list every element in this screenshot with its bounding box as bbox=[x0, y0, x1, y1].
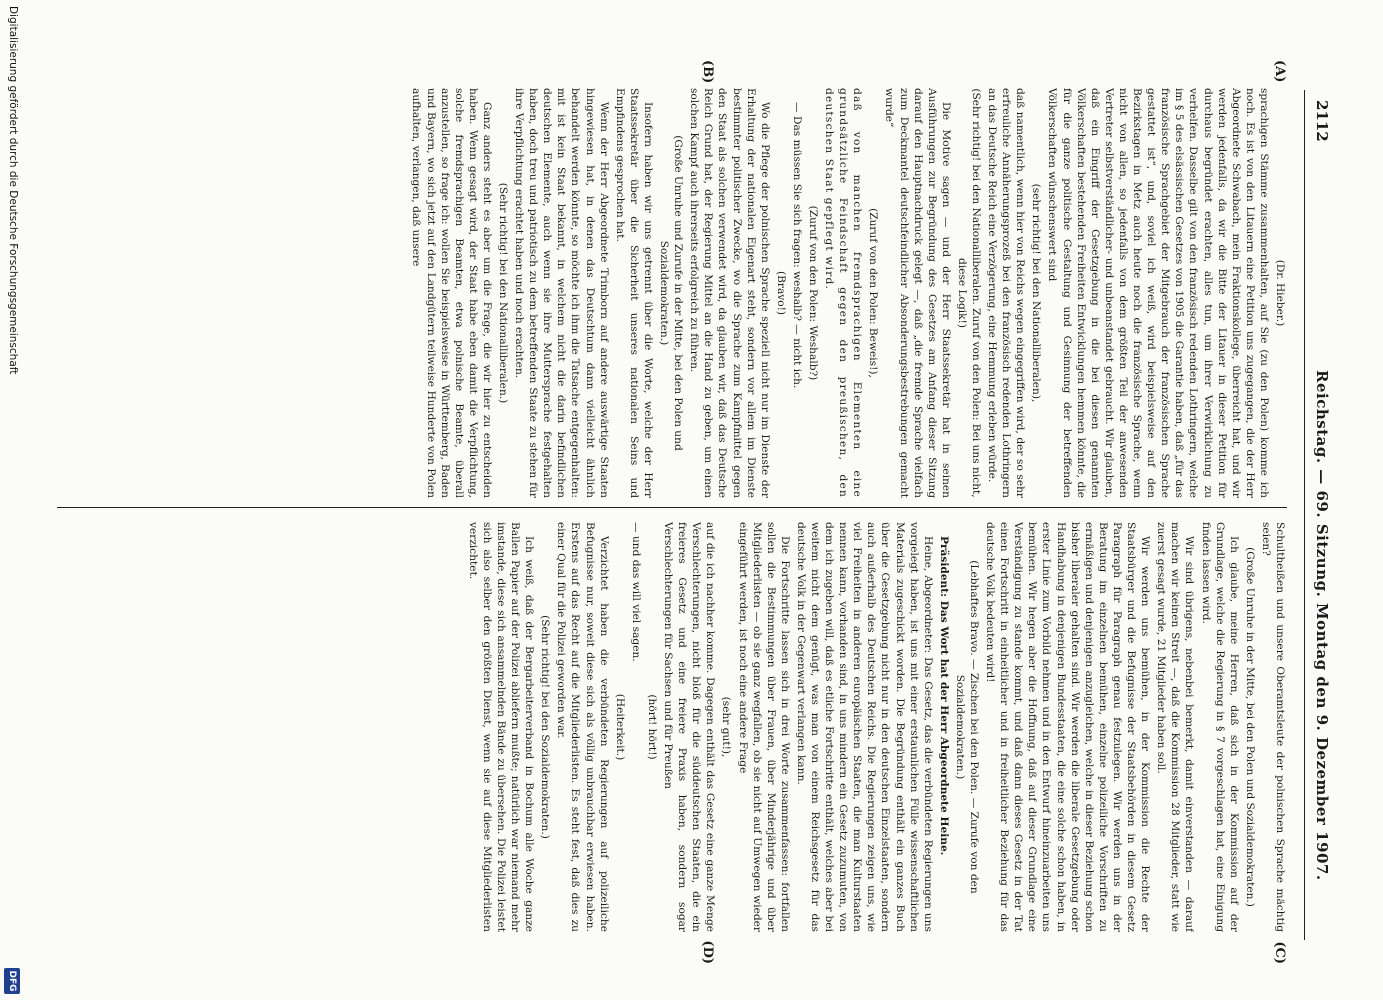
paragraph: Wir werden uns bemühen, in der Kommission die Rechte der Staatsbürger und die Befugnisse der Staatsbehörden in diesem Gesetz Paragraph für Paragraph genau festzulegen. Wir werden uns in der Beratung im einzelnen bemühen, einzelne polizeiliche Vorschriften zu ermäßigen und denjenigen anzugleichen, welche in dieser Beziehung schon bisher liberaler gehalten sind. Wir werden die liberale Gesetzgebung oder Handhabung in denjenigen Bundesstaaten, die eine solche schon haben, in erster Linie zum Vorbild nehmen und in den Entwurf hineinzuarbeiten uns bemühen. Wir hegen aber die Hoffnung, daß auf dieser Grundlage eine Verständigung zu stande kommt, und daß dann dieses Gesetz in der Tat einen Fortschritt in einheitlicher und in freiheitlicher Beziehung für das deutsche Volk bedeuten wird! bbox=[984, 522, 1152, 932]
interjection: (sehr gut!), bbox=[720, 696, 733, 758]
interjection: (Lebhaftes Bravo. — Zischen bei den Polen. — Zurufe von den Sozialdemokraten.) bbox=[953, 560, 981, 894]
paragraph: — und das will viel sagen. bbox=[629, 522, 642, 662]
paragraph: daß namentlich, wenn hier von Reichs wegen eingegriffen wird, der so sehr erfreuliche Annäherungsprozeß bei den französisch redenden Lothringern an das Deutsche Reich eine Verzögerung, eine Hemmung erleben würde. bbox=[986, 88, 1027, 498]
paragraph: Schultheißen und unsere Oberamtsleute der polnischen Sprache mächtig seien? bbox=[1259, 522, 1286, 932]
interjection: (Sehr richtig! bei den Nationalliberalen. Zuruf von den Polen: Bei uns nicht, diese Logik!) bbox=[955, 88, 983, 498]
page-title: Reichstag. — 69. Sitzung. Montag den 9. Dezember 1907. bbox=[1313, 370, 1331, 881]
interjection: (hört! hört!) bbox=[645, 694, 658, 760]
margin-marker-a: (A) bbox=[1272, 60, 1287, 83]
paragraph: — Das müssen Sie sich fragen: weshalb? — nicht ich. bbox=[790, 102, 803, 389]
interjection: (Zuruf von den Polen: Beweis!), bbox=[867, 208, 880, 378]
speaker-tag: (Dr. Hieber.) bbox=[1274, 259, 1286, 327]
margin-marker-b: (B) bbox=[700, 60, 715, 84]
right-column bbox=[47, 522, 1287, 932]
interjection: (Bravo!) bbox=[774, 270, 787, 316]
page-header bbox=[1305, 0, 1335, 1000]
paragraph: Wir sind übrigens, nebenbei bemerkt, damit einverstanden — darauf machen wir keinen Streit —, daß die Kommission 28 Mitglieder, statt wie zuerst gesagt wurde, 21 Mitglieder haben soll. bbox=[1155, 522, 1196, 932]
paragraph: Die Motive sagen — und der Herr Staatssekretär hat in seinen Ausführungen zur Begründung des Gesetzes am Anfang dieser Sitzung darauf den Hauptnachdruck gelegt —, daß „die fremde Sprache vielfach zum Deckmantel deutschfeindlicher Absonderungsbestrebungen gemacht wurde“ bbox=[883, 88, 952, 498]
interjection: (Sehr richtig! bei den Sozialdemokraten.) bbox=[539, 615, 552, 839]
paragraph: Ganz anders steht es aber um die Frage, die wir hier zu entscheiden haben. Wenn gesagt wird, der Staat habe eben damit die Verpflichtung, solche fremdsprachigen Beamten, etwa polnische Beamte, überall anzustellen, so frage ich: wollen Sie beispielsweise in Württemberg, Baden und Bayern, wo sich jetzt auf den Landgütern teilweise Hunderte von Polen aufhalten, verlangen, daß unsere bbox=[410, 88, 493, 498]
paragraph: Ich weiß, daß der Bergarbeiterverband in Bochum alle Woche ganze Ballen Papier auf der Polizei abliefern mußte; natürlich war niemand mehr imstande, diese sich ansammelnden Bände zu übersehen. Die Polizei leistet sich also selber den größten Dienst, wenn sie auf diese Mitgliederlisten verzichtet. bbox=[466, 522, 536, 932]
paragraph: sprachigen Stämme zusammenhalten, auf Sie (zu den Polen) komme ich noch. Es ist von den Litauern eine Petition uns zugegangen, die der Herr Abgeordnete Schwabach, mein Fraktionskollege, überreicht hat, und wir werden jedenfalls, da wir die Bitte der Litauer in dieser Petition für durchaus begründet erachten, alles tun, um ihrer Verwirklichung zu verhelfen. Dasselbe gilt von den französisch redenden Lothringern, welche im § 5 des elsässischen Gesetzes von 1905 die Garantie haben, daß „für das französische Sprachgebiet der Mitgebrauch der französischen Sprache gestattet ist“, und, soviel ich weiß, wird beispielsweise auf den Bezirkstagen in Metz auch heute noch die französische Sprache, wenn nicht von allen, so jedenfalls von dem größten Teil der anwesenden Vertreter selbstverständlicher- und unbeanstandet gebraucht. Wir glauben, daß ein Eingriff der Gesetzgebung in die bei diesen genannten Völkerschaften bestehenden Freiheiten Entwicklungen hemmen könnte, die für die ganze politische Gestaltung und Gesinnung der betreffenden Völkerschaften wünschenswert sind bbox=[1046, 88, 1270, 498]
paragraph: daß von manchen fremdsprachigen Elementen eine grundsätzliche Feindschaft gegen den preußischen, den deutschen Staat gepflegt wird. bbox=[823, 88, 864, 498]
interjection: (sehr richtig! bei den Nationalliberalen), bbox=[1030, 183, 1043, 403]
credit-text: Digitalisierung gefördert durch die Deutsche Forschungsgemeinschaft bbox=[7, 6, 19, 375]
interjection: (Große Unruhe in der Mitte, bei den Polen und Sozialdemokraten.) bbox=[1243, 547, 1256, 907]
column-divider bbox=[57, 507, 1287, 508]
paragraph: Insofern haben wir uns getrennt über die Worte, welche der Herr Staatssekretär über die Sicherheit unseres nationalen Seins und Empfindens gesprochen hat. bbox=[613, 88, 654, 498]
dfg-logo: DFG bbox=[4, 968, 20, 994]
interjection: (Sehr richtig! bei den Nationalliberalen.) bbox=[497, 182, 510, 404]
interjection: (Zuruf von den Polen: Weshalb?) bbox=[807, 205, 819, 381]
digitization-credit bbox=[0, 0, 22, 1000]
paragraph: Wenn der Herr Abgeordnete Trimborn auf andere auswärtige Staaten hingewiesen hat, in denen das Deutschtum dann vielleicht ähnlich behandelt werden könnte, so möchte ich ihm die Tatsache entgegenhalten: mit ist kein Staat bekannt, in welchem nicht die darin befindlichen deutschen Elemente, auch wenn sie ihre Muttersprache festgehalten haben, doch treu und patriotisch zu dem betreffenden Staate zu stehen für ihre Verpflichtung erachtet haben und noch erachten. bbox=[513, 88, 610, 498]
paragraph: Ich glaube, meine Herren, daß sich in der Kommission auf der Grundlage, welche die Regierung in § 7 vorgeschlagen hat, eine Einigung finden lassen wird. bbox=[1199, 522, 1240, 932]
paragraph: Verzichtet haben die verbündeten Regierungen auf polizeiliche Befugnisse nur, soweit diese sich als völlig unbrauchbar erwiesen haben. Erstens auf das Recht auf die Mitgliederlisten. Es steht fest, daß dies zu einer Qual für die Polizei geworden war. bbox=[555, 522, 610, 932]
interjection: (Große Unruhe und Zurufe in der Mitte, bei den Polen und Sozialdemokraten.) bbox=[658, 135, 685, 451]
paragraph: auf die ich nachher komme. Dagegen enthält das Gesetz eine ganze Menge Verschlechterungen, nicht bloß für die süddeutschen Staaten, die ein freieres Gesetz und eine freiere Praxis haben, sondern sogar Verschlechterungen für Sachsen und für Preußen bbox=[662, 522, 717, 932]
interjection: (Heiterkeit.) bbox=[613, 693, 626, 761]
paragraph: Heine, Abgeordneter: Das Gesetz, das die verbündeten Regierungen uns vorgelegt haben, ist uns mit einer erstaunlichen Fülle wissenschaftlichen Materials zugeschickt worden. Die Begründung enthält ein ganzes Buch über die Gesetzgebung nicht nur in den deutschen Einzelstaaten, sondern auch außerhalb des Deutschen Reichs. Die Regierungen zeigen uns, wie viel Freiheiten in anderen europäischen Staaten, die man Kulturstaaten nennen kann, vorhanden sind, in uns mindern ein Gesetz zuzumuten, von dem ich zugeben will, daß es etliche Fortschritte enthält, welches aber bei weitem nicht dem genügt, was man von einem Reichsgesetz für das deutsche Volk in der Gegenwart verlangen kann. bbox=[794, 522, 934, 932]
paragraph: Die Fortschritte lassen sich in drei Worte zusammenfassen: fortfallen sollen die Bestimmungen über Frauen, über Minderjährige und über Mitgliederlisten — ob sie ganz wegfallen, ob sie nicht auf Umwegen wieder eingeführt werden, ist noch eine andere Frage bbox=[736, 522, 791, 932]
header-rule bbox=[1304, 90, 1305, 940]
page-number: 2112 bbox=[1313, 100, 1331, 142]
speaker-president: Präsident: Das Wort hat der Herr Abgeordnete Heine. bbox=[937, 536, 950, 856]
paragraph: Wo die Pflege der polnischen Sprache speziell nicht nur im Dienste der Erhaltung der nationalen Eigenart steht, sondern vor allem im Dienste bestimmter politischer Zwecke, wo die Sprache zum Kampfmittel gegen den Staat als solchen verwendet wird, da glauben wir, daß das Deutsche Reich Grund hat, der Regierung Mittel an die Hand zu geben, um einen solchen Kampf auch ihrerseits erfolgreich zu führen. bbox=[688, 88, 771, 498]
left-column bbox=[47, 88, 1287, 498]
margin-marker-d: (D) bbox=[700, 940, 715, 964]
margin-marker-c: (C) bbox=[1272, 941, 1287, 964]
